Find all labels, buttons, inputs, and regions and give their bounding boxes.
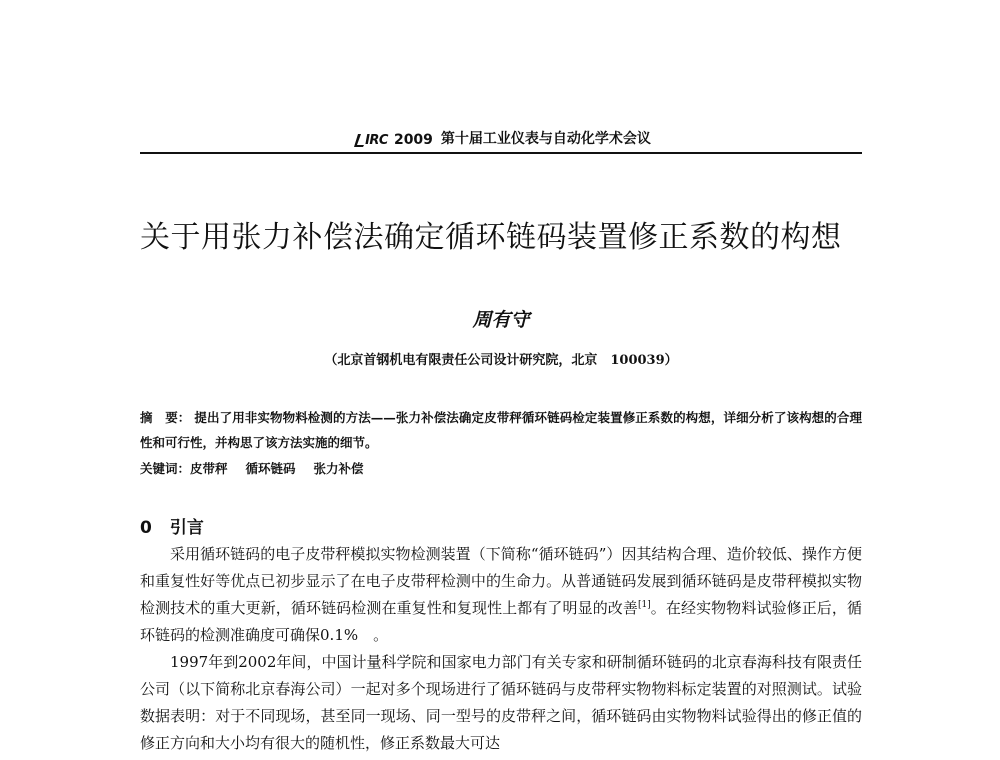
conference-header: [140, 128, 862, 148]
citation-ref: [1]: [637, 600, 651, 610]
keywords-label: 关键词：: [140, 461, 191, 476]
abstract-text: 提出了用非实物物料检测的方法——张力补偿法确定皮带秤循环链码检定装置修正系数的构想，详细分析了该构想的合理性和可行性，并构思了该方法实施的细节。: [140, 410, 862, 450]
logo-text: IRC: [365, 133, 388, 148]
author-name: 周有守: [472, 309, 530, 331]
paper-title: 关于用张力补偿法确定循环链码装置修正系数的构想: [140, 220, 842, 255]
paragraph: [140, 649, 862, 757]
paragraph-text: 。在经实物物料试验修正后，循环链码的检测准确度可确保0.1% 。: [140, 599, 862, 644]
conference-name: 第十届工业仪表与自动化学术会议: [440, 131, 651, 147]
abstract: [140, 405, 862, 455]
section-title: 引言: [169, 518, 204, 538]
body-text: [140, 541, 862, 757]
keyword: 循环链码: [245, 461, 296, 476]
author-affiliation: （北京首钢机电有限责任公司设计研究院，北京 100039）: [324, 353, 678, 368]
header-rule: [140, 152, 862, 154]
paragraph-text: 采用循环链码的电子皮带秤模拟实物检测装置（下简称“循环链码”）因其结构合理、造价较低、操作方便和重复性好等优点已初步显示了在电子皮带秤检测中的生命力。从普通链码发展到循环链码是皮带秤模拟实物检测技术的重大更新，循环链码检测在重复性和复现性上都有了明显的改善: [140, 545, 862, 617]
paragraph: [140, 541, 862, 649]
keyword: 张力补偿: [313, 461, 364, 476]
abstract-label: 摘 要：: [140, 410, 191, 425]
conference-year: 2009: [393, 132, 433, 148]
keyword: 皮带秤: [190, 461, 228, 476]
section-heading: [140, 513, 204, 538]
logo-swoosh-icon: [351, 132, 365, 148]
keywords: [140, 459, 862, 477]
conference-logo: [351, 132, 388, 148]
paragraph-text: 1997年到2002年间，中国计量科学院和国家电力部门有关专家和研制循环链码的北京春海科技有限责任公司（以下简称北京春海公司）一起对多个现场进行了循环链码与皮带秤实物物料标定装置的对照测试。试验数据表明：对于不同现场，甚至同一现场、同一型号的皮带秤之间，循环链码由实物物料试验得出的修正值的修正方向和大小均有很大的随机性，修正系数最大可达: [140, 653, 862, 752]
section-number: 0: [140, 518, 152, 538]
